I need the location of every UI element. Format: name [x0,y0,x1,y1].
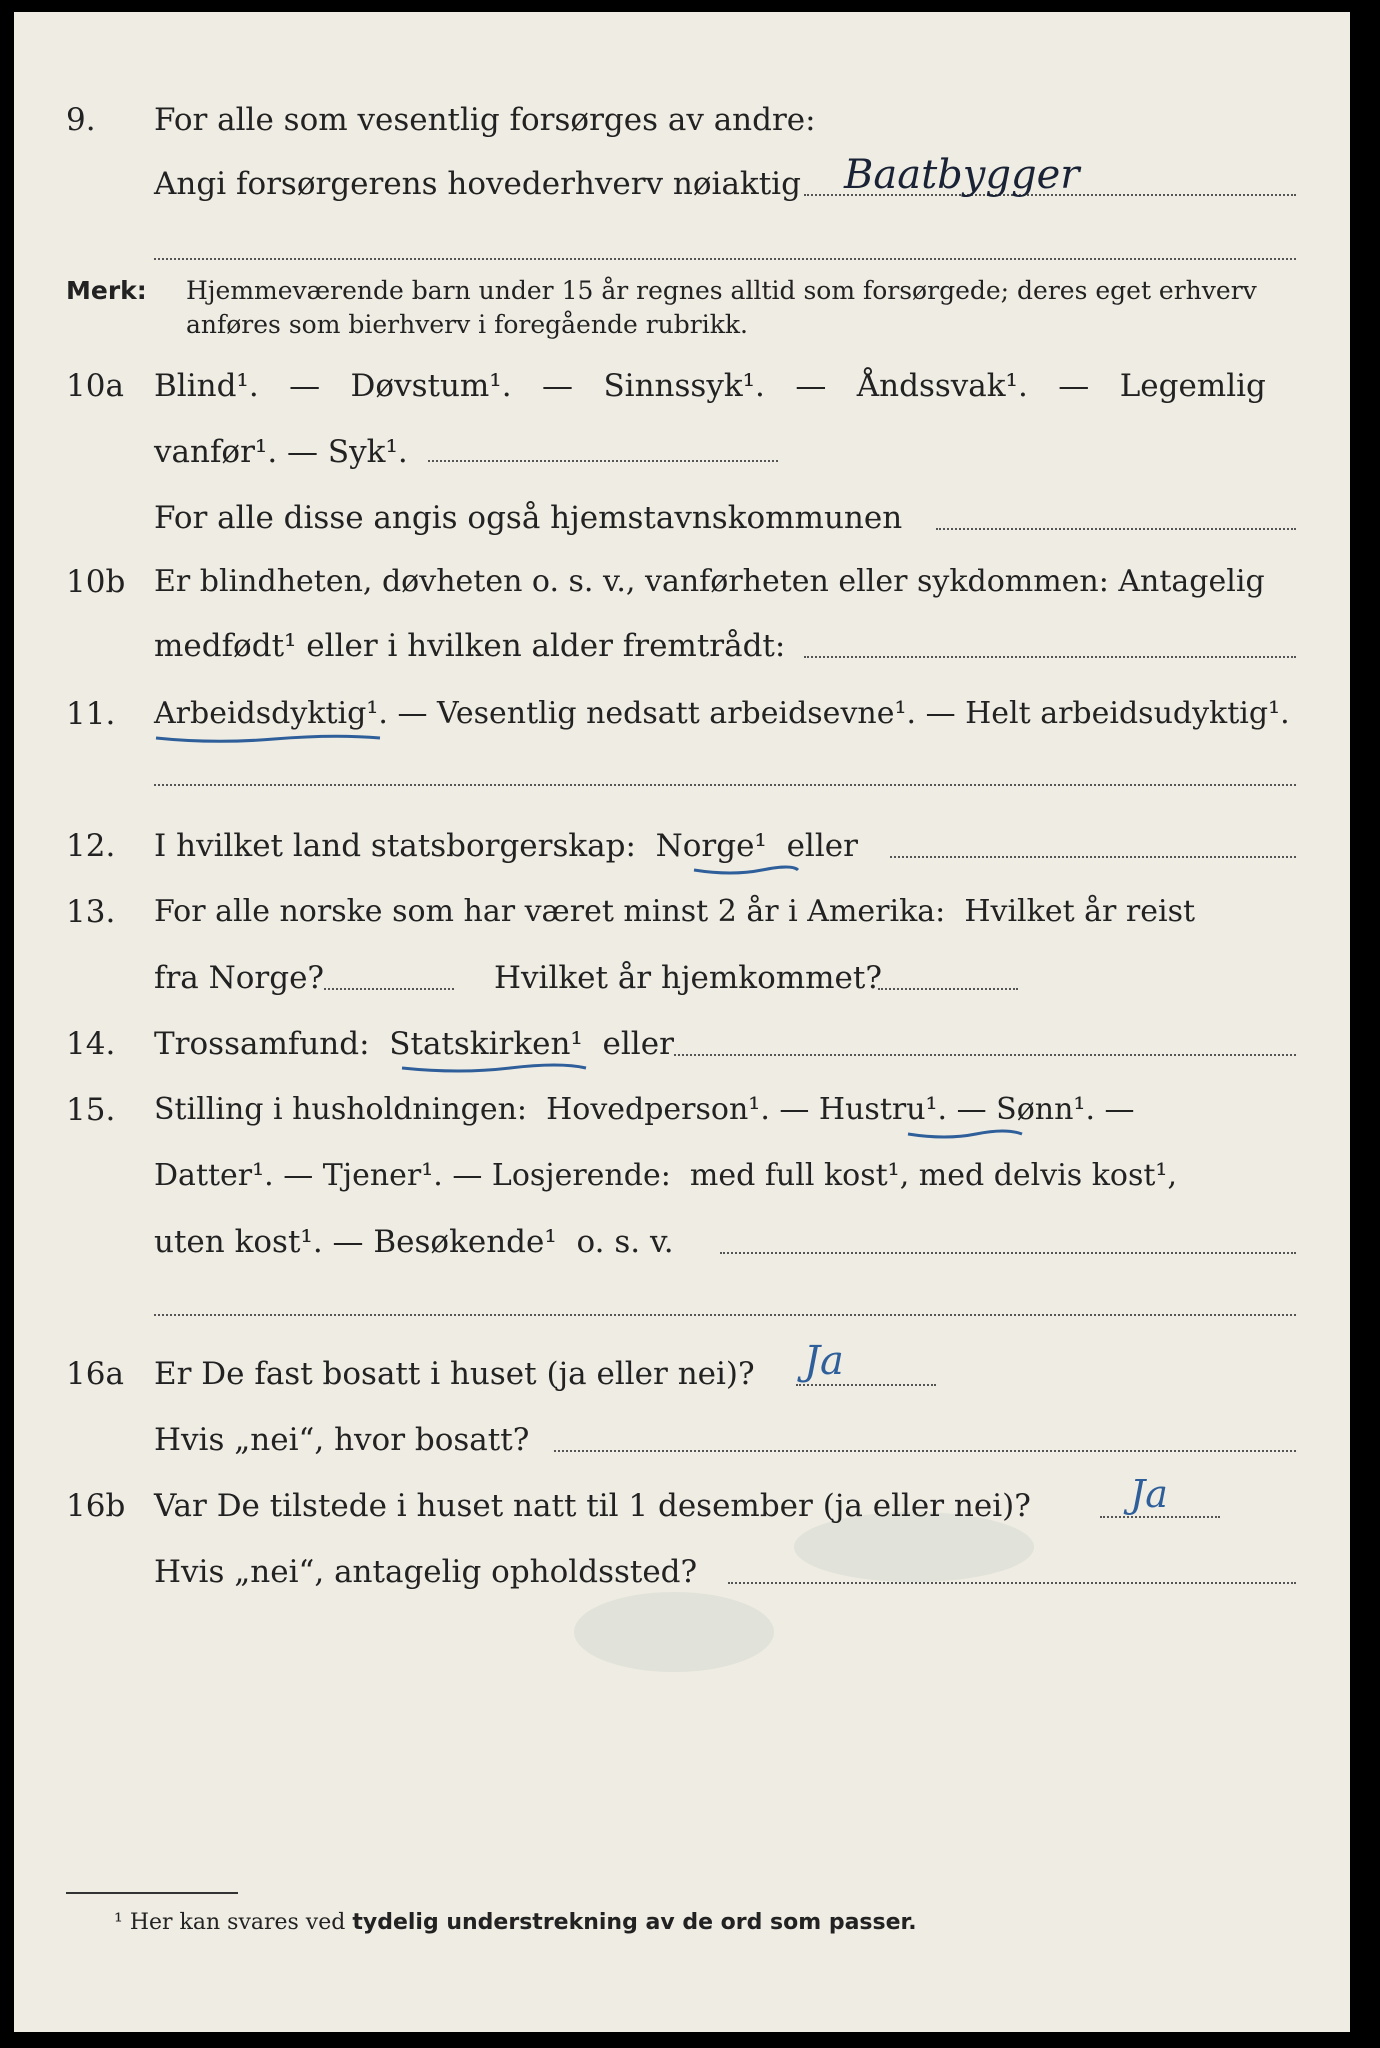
question-text: uten kost¹. — Besøkende¹ o. s. v. [154,1224,674,1260]
answer-line [796,1384,936,1386]
note-text: Hjemmeværende barn under 15 år regnes alltid som forsørgede; deres eget erhverv anføres som bierhverv i foregående rubrikk. [186,276,1257,339]
option-legemlig: Legemlig [1119,368,1266,404]
option-dovstum: Døvstum¹. [350,368,512,404]
question-number: 12. [66,828,116,864]
dash: — [542,368,574,404]
question-text: For alle disse angis også hjemstavnskommunen [154,500,903,536]
question-text: For alle norske som har været minst 2 år i Amerika: Hvilket år reist [154,894,1196,929]
question-text: Var De tilstede i huset natt til 1 desember (ja eller nei)? [154,1488,1031,1524]
question-text-return: Hvilket år hjemkommet? [494,960,882,996]
blue-pencil-underline [692,862,802,878]
question-number: 14. [66,1026,116,1062]
footnote-rule [66,1892,238,1894]
question-text: Hvis „nei“, antagelig opholdssted? [154,1554,698,1590]
option-blind: Blind¹. [154,368,259,404]
dash: — [1058,368,1090,404]
question-text: Angi forsørgerens hovederhverv nøiaktig [154,166,801,202]
question-number: 13. [66,894,116,930]
footnote-bold-text: tydelig understrekning av de ord som passer. [352,1910,917,1935]
handwritten-answer-present: Ja [1130,1472,1168,1516]
answer-line [936,528,1296,530]
footnote-text: Her kan svares ved [129,1910,346,1935]
note-label: Merk: [66,276,147,305]
answer-line [154,1314,1296,1316]
footnote [114,1910,917,1935]
footnote-mark: ¹ [114,1910,123,1935]
question-text: Trossamfund: Statskirken¹ eller [154,1026,674,1062]
dash: — [795,368,827,404]
answer-line [804,656,1296,658]
question-text: Er De fast bosatt i huset (ja eller nei)? [154,1356,755,1392]
question-number: 11. [66,696,116,732]
dash: — [289,368,321,404]
answer-line [728,1582,1296,1584]
question-number: 16a [66,1356,124,1392]
answer-line [878,988,1018,990]
question-text: Hvis „nei“, hvor bosatt? [154,1422,530,1458]
question-text: For alle som vesentlig forsørges av andre: [154,102,816,138]
question-number: 10a [66,368,124,404]
answer-line [428,460,778,462]
blue-pencil-underline [154,730,384,746]
question-number: 15. [66,1092,116,1128]
handwritten-answer-occupation: Baatbygger [844,152,1080,198]
question-text: vanfør¹. — Syk¹. [154,434,408,470]
answer-line [674,1054,1296,1056]
blue-pencil-underline [906,1126,1026,1142]
question-text: Arbeidsdyktig¹. — Vesentlig nedsatt arbeidsevne¹. — Helt arbeidsudyktig¹. [154,696,1290,731]
paper-stain [574,1592,774,1672]
answer-line [324,988,454,990]
question-text: Er blindheten, døvheten o. s. v., vanførheten eller sykdommen: Antagelig [154,564,1265,599]
answer-line [720,1252,1296,1254]
question-text-from: fra Norge? [154,960,325,996]
answer-line [154,258,1296,260]
question-options [154,366,1266,406]
handwritten-answer-resident: Ja [804,1338,844,1384]
census-form-page [14,12,1350,2032]
note-block [66,274,1296,339]
question-text: I hvilket land statsborgerskap: Norge¹ eller [154,828,858,864]
question-text: Stilling i husholdningen: Hovedperson¹. — Hustru¹. — Sønn¹. — [154,1092,1135,1127]
question-number: 16b [66,1488,126,1524]
answer-line [554,1450,1296,1452]
option-sinnssyk: Sinnssyk¹. [603,368,765,404]
blue-pencil-underline [400,1060,590,1076]
answer-line [154,784,1296,786]
answer-line [1100,1516,1220,1518]
question-number: 9. [66,102,96,138]
question-text: medfødt¹ eller i hvilken alder fremtrådt: [154,628,786,664]
question-number: 10b [66,564,126,600]
answer-line [890,856,1296,858]
option-andssvak: Åndssvak¹. [856,368,1028,404]
question-text: Datter¹. — Tjener¹. — Losjerende: med full kost¹, med delvis kost¹, [154,1158,1177,1193]
